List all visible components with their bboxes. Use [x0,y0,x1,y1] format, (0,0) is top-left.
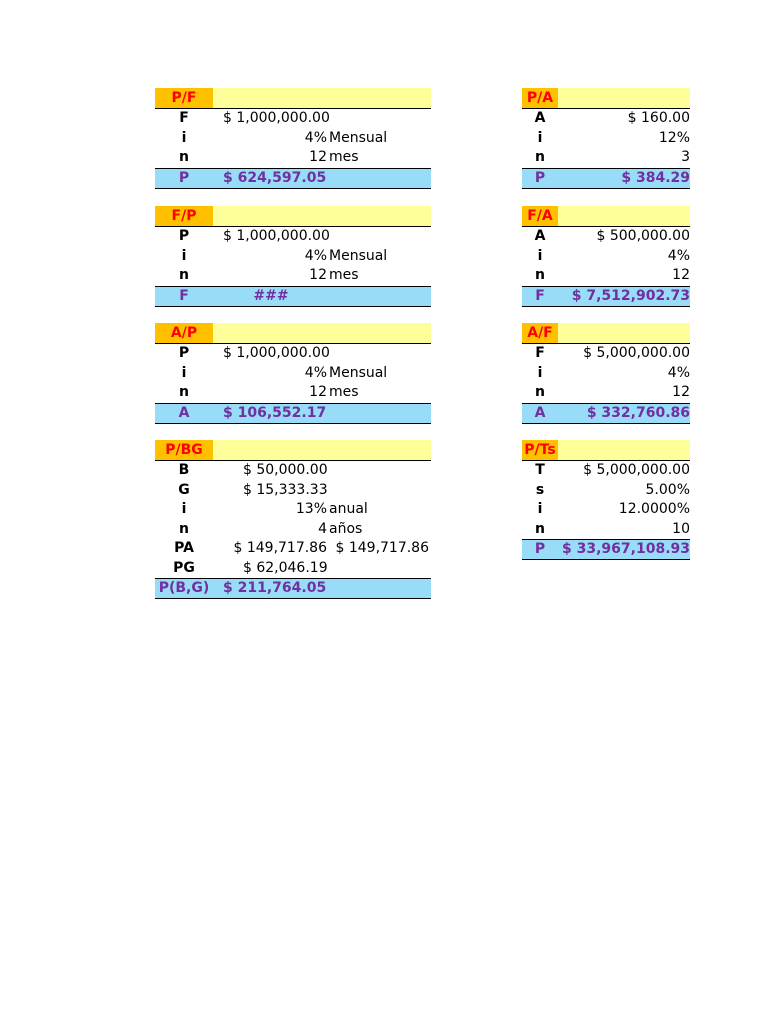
row-p [155,344,431,364]
result-label: P(B,G) [158,580,210,596]
result-value[interactable]: $ 33,967,108.93 [562,541,690,557]
result-value[interactable]: $ 106,552.17 [223,404,327,421]
row-t [522,461,690,481]
cell-value[interactable]: $ 1,000,000.00 [223,345,330,361]
row-n [155,520,431,540]
result-label: P [534,541,546,557]
cell-value[interactable]: 12% [658,129,690,146]
block-p-over-f [155,88,431,189]
cell-value[interactable]: 10 [672,520,690,537]
block-header [155,206,431,227]
unit-label: mes [329,267,359,283]
result-value[interactable]: ### [253,287,289,304]
var-label: PG [173,559,195,576]
result-row [522,168,690,189]
cell-value[interactable]: $ 5,000,000.00 [583,345,690,361]
row-n [522,148,690,168]
var-label: F [535,345,545,361]
block-header [522,323,690,344]
cell-value[interactable]: 12 [309,384,327,400]
block-a-over-f [522,323,690,424]
var-label: A [534,110,546,126]
row-i [155,247,431,267]
result-label: P [178,169,190,186]
cell-value[interactable]: 4% [304,364,327,381]
formula-code: F/A [522,206,558,226]
result-row [155,286,431,307]
formula-code: A/F [522,323,558,343]
block-header [522,88,690,109]
cell-value[interactable]: 4% [304,247,327,264]
var-label: n [535,149,545,165]
block-header [155,88,431,109]
block-header [155,440,431,461]
var-label: i [537,364,543,381]
row-pg [155,559,431,579]
row-g [155,481,431,501]
row-i [155,364,431,384]
cell-value[interactable]: $ 15,333.33 [243,481,328,498]
result-row [155,168,431,189]
block-f-over-a [522,206,690,307]
row-a [522,227,690,247]
cell-value[interactable]: 12 [309,267,327,283]
cell-value[interactable]: 12 [672,267,690,283]
cell-value[interactable]: 3 [681,149,690,165]
result-row [522,539,690,560]
var-label: A [534,228,546,244]
cell-value[interactable]: 12.0000% [618,501,690,517]
block-a-over-p [155,323,431,424]
row-b [155,461,431,481]
var-label: F [179,110,189,126]
row-n [522,520,690,540]
formula-code: F/P [155,206,213,226]
var-label: i [181,247,187,264]
row-i [522,129,690,149]
row-i [155,129,431,149]
var-label: n [179,149,189,165]
result-value[interactable]: $ 7,512,902.73 [571,287,690,304]
result-label: A [178,404,190,421]
row-n [522,383,690,403]
block-header [522,440,690,461]
row-i [155,500,431,520]
unit-label: Mensual [329,364,388,381]
cell-value[interactable]: 13% [295,501,327,517]
result-row [522,286,690,307]
var-label: PA [174,540,194,556]
var-label: P [178,228,190,244]
cell-value[interactable]: $ 1,000,000.00 [223,228,330,244]
block-header [155,323,431,344]
block-header [522,206,690,227]
cell-value[interactable]: 4% [304,129,327,146]
var-label: G [178,481,190,498]
result-label: P [534,169,546,186]
var-label: P [178,345,190,361]
row-n [155,383,431,403]
result-value[interactable]: $ 624,597.05 [223,169,327,186]
row-i [522,247,690,267]
row-n [155,148,431,168]
result-label: F [535,287,545,304]
result-label: A [534,404,546,421]
var-label: i [537,501,543,517]
result-label: F [179,287,189,304]
block-p-over-ts [522,440,690,560]
formula-code: P/BG [155,440,213,460]
cell-value[interactable]: 5.00% [645,481,690,498]
cell-value[interactable]: 12 [309,149,327,165]
cell-value[interactable]: 4% [667,247,690,264]
result-value[interactable]: $ 211,764.05 [223,580,327,596]
result-row [155,578,431,599]
row-a [522,109,690,129]
result-value[interactable]: $ 332,760.86 [586,404,690,421]
cell-value[interactable]: $ 500,000.00 [596,228,690,244]
block-f-over-p [155,206,431,307]
row-n [155,266,431,286]
var-label: n [535,520,545,537]
block-p-over-a [522,88,690,189]
var-label: s [535,481,545,498]
var-label: n [179,384,189,400]
var-label: i [181,129,187,146]
cell-value[interactable]: $ 62,046.19 [243,559,328,576]
var-label: T [535,462,545,478]
cell-value-extra[interactable]: $ 149,717.86 [335,540,429,556]
var-label: i [537,129,543,146]
var-label: n [535,384,545,400]
var-label: i [181,364,187,381]
unit-label: anual [329,501,368,517]
row-f [155,109,431,129]
unit-label: años [329,520,363,537]
var-label: n [179,520,189,537]
cell-value[interactable]: $ 160.00 [627,110,690,126]
cell-value[interactable]: $ 50,000.00 [243,462,328,478]
row-n [522,266,690,286]
formula-code: P/A [522,88,558,108]
block-p-over-bg [155,440,431,599]
formula-code: A/P [155,323,213,343]
row-i [522,364,690,384]
formula-code: P/Ts [522,440,558,460]
var-label: n [535,267,545,283]
var-label: n [179,267,189,283]
cell-value[interactable]: 12 [672,384,690,400]
cell-value[interactable]: $ 5,000,000.00 [583,462,690,478]
result-row [155,403,431,424]
result-value[interactable]: $ 384.29 [621,169,690,186]
var-label: B [178,462,190,478]
result-row [522,403,690,424]
formula-code: P/F [155,88,213,108]
cell-value[interactable]: 4% [667,364,690,381]
unit-label: Mensual [329,247,388,264]
unit-label: mes [329,384,359,400]
cell-value[interactable]: 4 [318,520,327,537]
var-label: i [181,501,187,517]
row-p [155,227,431,247]
cell-value[interactable]: $ 149,717.86 [233,540,327,556]
row-f [522,344,690,364]
row-i [522,500,690,520]
unit-label: Mensual [329,129,388,146]
unit-label: mes [329,149,359,165]
row-pa [155,539,431,559]
row-s [522,481,690,501]
var-label: i [537,247,543,264]
cell-value[interactable]: $ 1,000,000.00 [223,110,330,126]
